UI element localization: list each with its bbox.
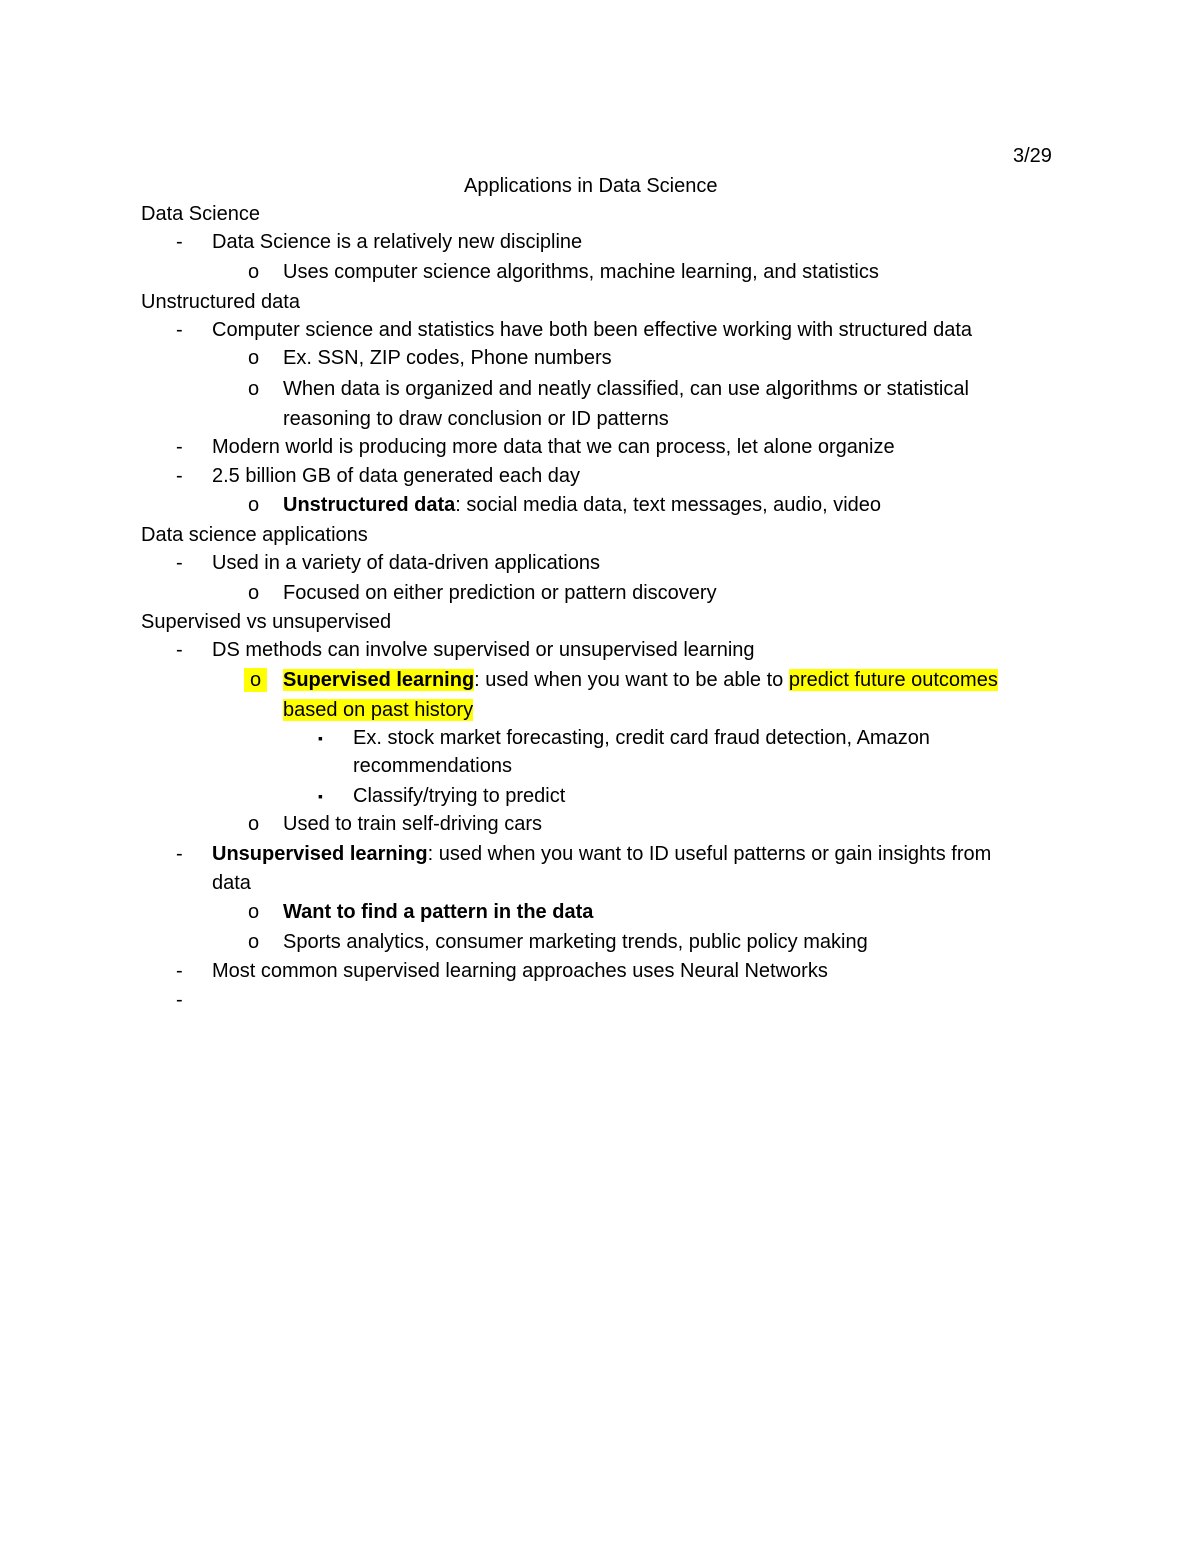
definition-text: : used when you want to be able to bbox=[474, 669, 789, 691]
page-date: 3/29 bbox=[1013, 145, 1052, 167]
highlighted-text: predict future outcomes bbox=[788, 669, 998, 691]
circle-bullet: o bbox=[248, 901, 260, 923]
section-heading-data-science: Data Science bbox=[141, 203, 260, 225]
list-item-continuation bbox=[283, 698, 473, 722]
list-item bbox=[212, 842, 991, 866]
list-item: Ex. stock market forecasting, credit card fraud detection, Amazon bbox=[353, 727, 930, 749]
list-item: Data Science is a relatively new discipline bbox=[212, 231, 583, 253]
list-item: Focused on either prediction or pattern discovery bbox=[283, 582, 717, 604]
list-item: Computer science and statistics have both been effective working with structured data bbox=[212, 319, 973, 341]
section-heading-supervised: Supervised vs unsupervised bbox=[141, 611, 392, 633]
circle-bullet: o bbox=[248, 931, 260, 953]
dash-bullet-empty: - bbox=[176, 989, 183, 1011]
list-item bbox=[283, 493, 881, 517]
list-item: 2.5 billion GB of data generated each day bbox=[212, 465, 581, 487]
list-item: Uses computer science algorithms, machine learning, and statistics bbox=[283, 261, 879, 283]
list-item-continuation: data bbox=[212, 872, 251, 894]
list-item bbox=[283, 668, 998, 692]
list-item: Classify/trying to predict bbox=[353, 785, 566, 807]
dash-bullet: - bbox=[176, 436, 183, 458]
circle-bullet-highlighted: o bbox=[244, 668, 267, 692]
circle-bullet: o bbox=[248, 261, 260, 283]
list-item: Want to find a pattern in the data bbox=[283, 901, 594, 923]
list-item: Used to train self-driving cars bbox=[283, 813, 542, 835]
term-unsupervised-learning: Unsupervised learning bbox=[212, 843, 428, 865]
list-item: Most common supervised learning approaches uses Neural Networks bbox=[212, 960, 828, 982]
section-heading-applications: Data science applications bbox=[141, 524, 368, 546]
highlighted-text: based on past history bbox=[283, 699, 474, 721]
square-bullet: ▪ bbox=[318, 788, 323, 804]
list-item: DS methods can involve supervised or unsupervised learning bbox=[212, 639, 755, 661]
dash-bullet: - bbox=[176, 319, 183, 341]
list-item: Modern world is producing more data that we can process, let alone organize bbox=[212, 436, 895, 458]
list-item: Ex. SSN, ZIP codes, Phone numbers bbox=[283, 347, 612, 369]
dash-bullet: - bbox=[176, 843, 183, 865]
list-item-continuation: recommendations bbox=[353, 755, 512, 777]
circle-bullet: o bbox=[248, 347, 260, 369]
dash-bullet: - bbox=[176, 960, 183, 982]
page-title: Applications in Data Science bbox=[464, 175, 718, 197]
list-item: Used in a variety of data-driven applications bbox=[212, 552, 600, 574]
section-heading-unstructured-data: Unstructured data bbox=[141, 291, 300, 313]
circle-bullet: o bbox=[248, 378, 260, 400]
list-item: Sports analytics, consumer marketing trends, public policy making bbox=[283, 931, 868, 953]
circle-bullet: o bbox=[248, 813, 260, 835]
circle-bullet: o bbox=[248, 582, 260, 604]
dash-bullet: - bbox=[176, 465, 183, 487]
dash-bullet: - bbox=[176, 552, 183, 574]
list-item-continuation: reasoning to draw conclusion or ID patterns bbox=[283, 408, 669, 430]
definition-text: : social media data, text messages, audio, video bbox=[455, 494, 882, 516]
definition-text: : used when you want to ID useful patterns or gain insights from bbox=[427, 843, 992, 865]
term-supervised-learning: Supervised learning bbox=[283, 669, 475, 691]
list-item: When data is organized and neatly classified, can use algorithms or statistical bbox=[283, 378, 969, 400]
circle-bullet: o bbox=[248, 494, 260, 516]
dash-bullet: - bbox=[176, 231, 183, 253]
dash-bullet: - bbox=[176, 639, 183, 661]
term-unstructured-data: Unstructured data bbox=[283, 494, 456, 516]
square-bullet: ▪ bbox=[318, 730, 323, 746]
